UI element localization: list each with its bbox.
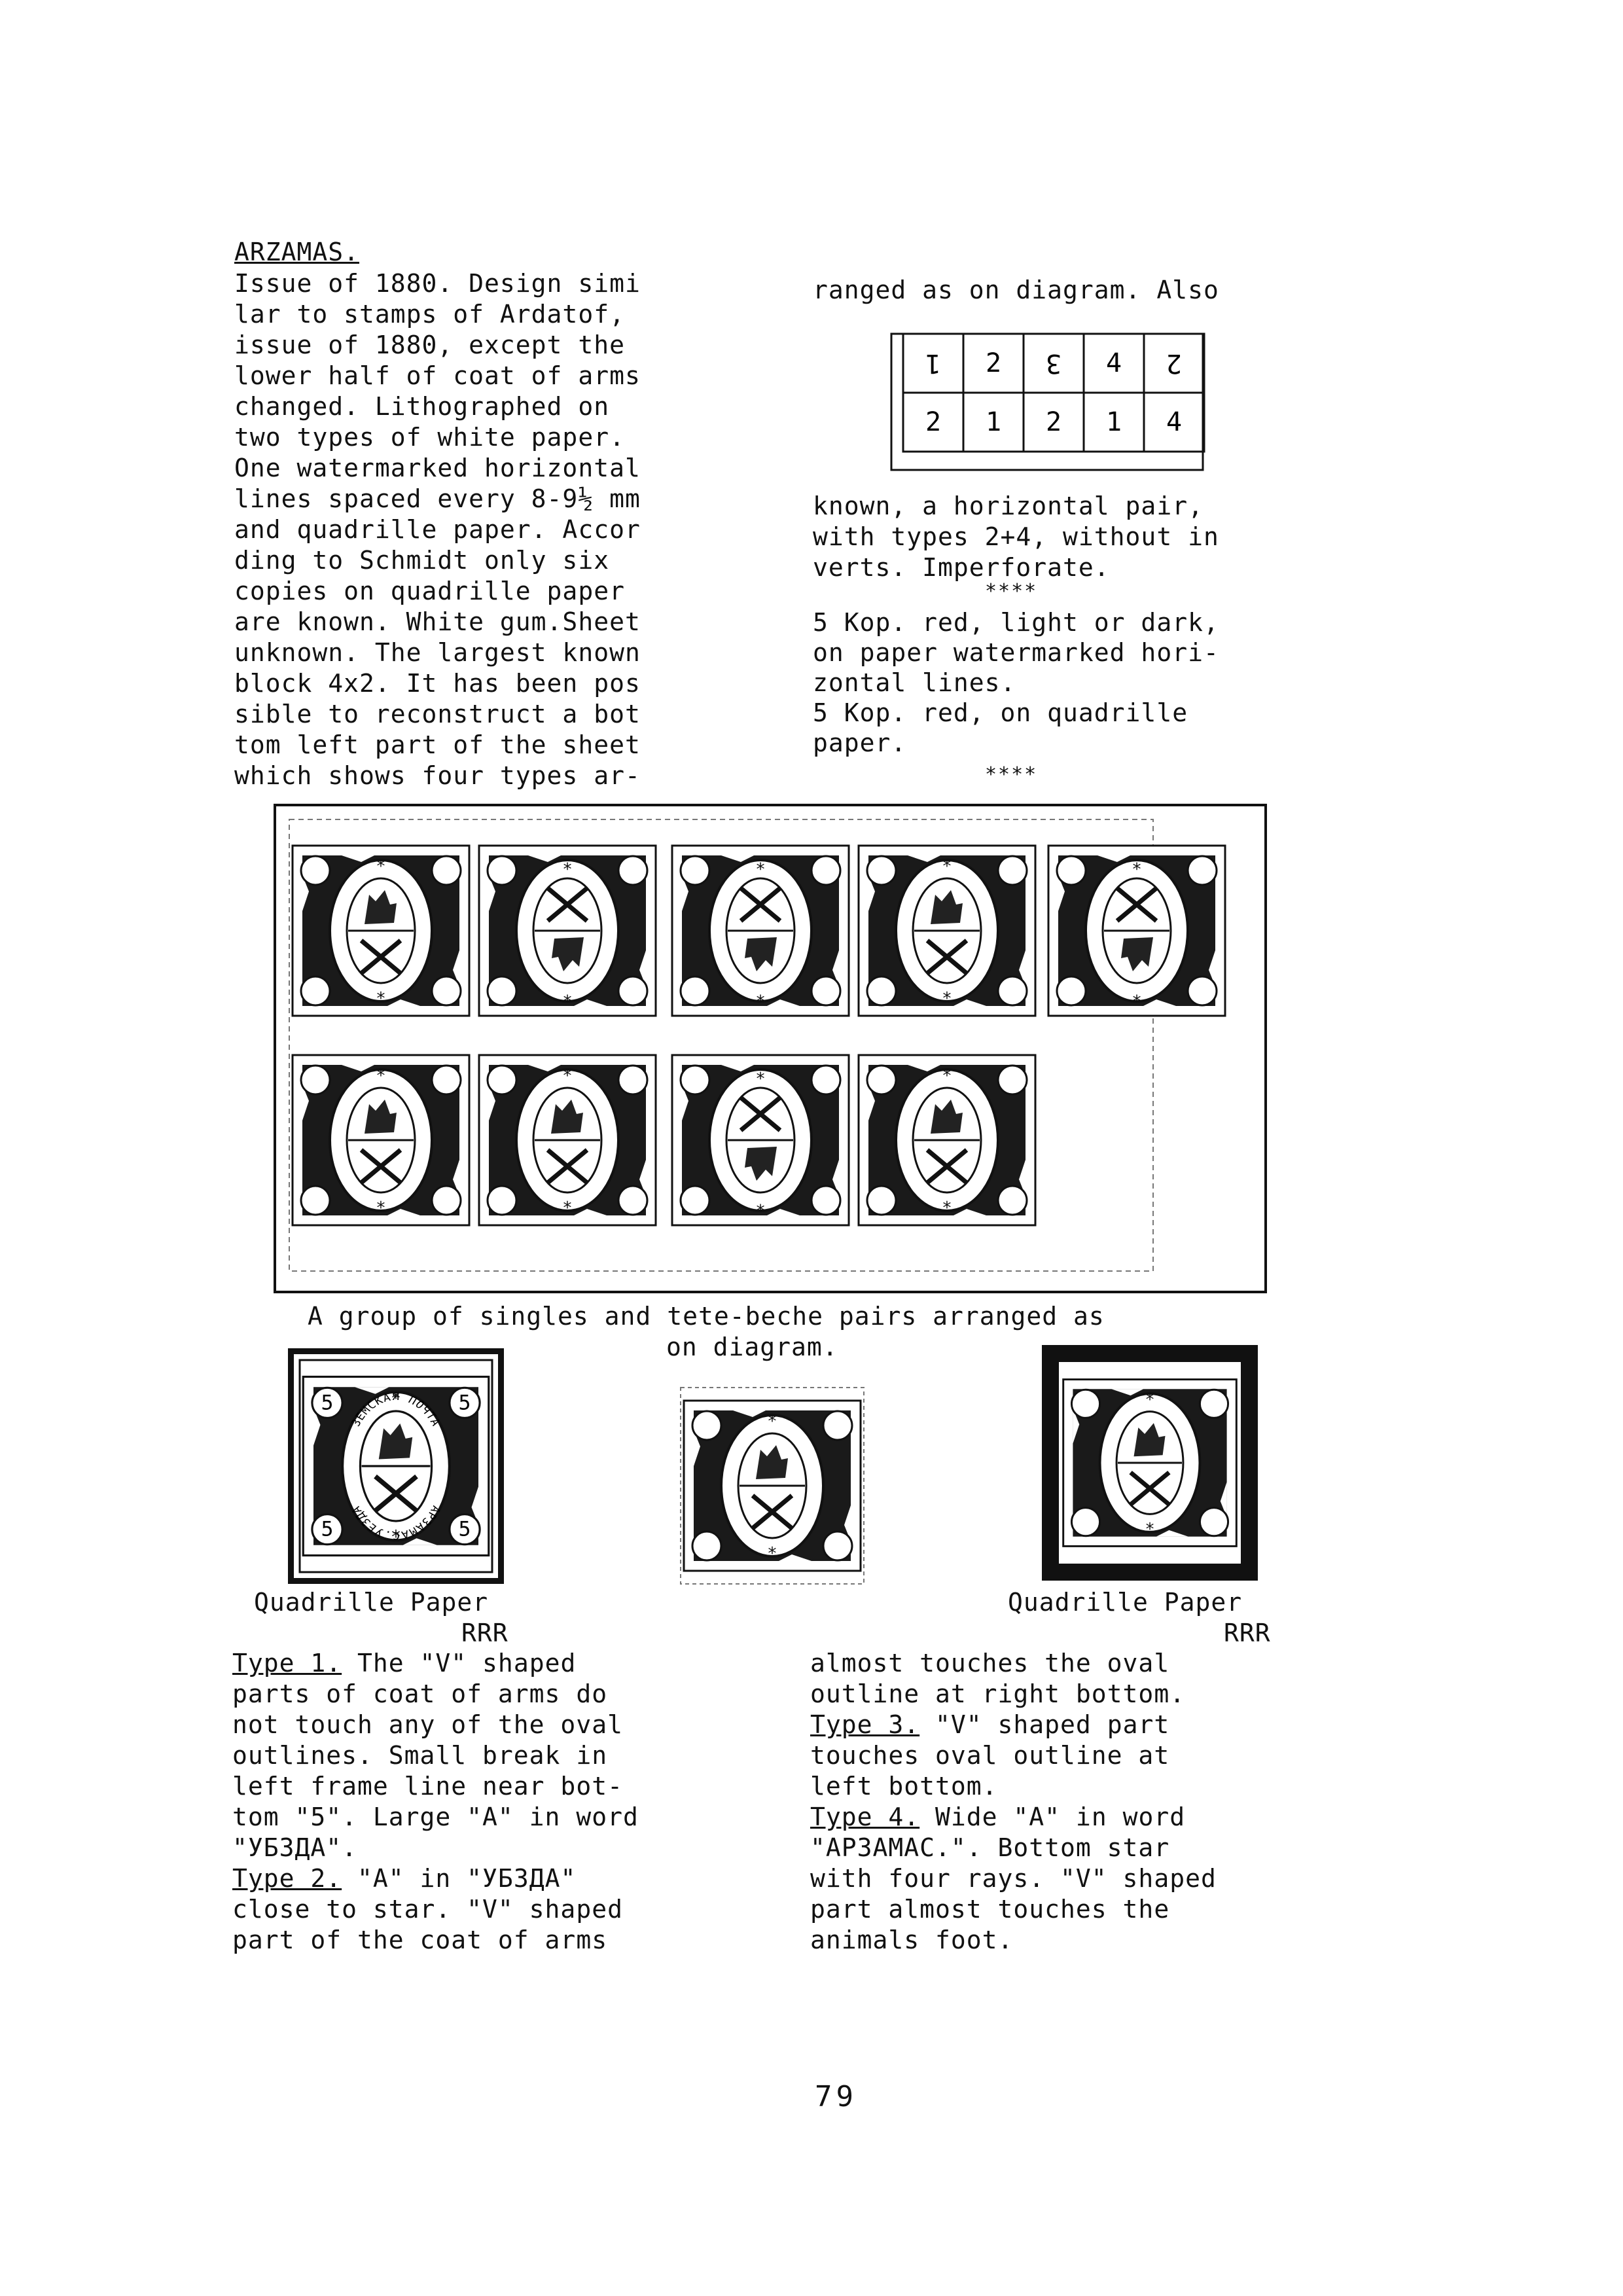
left-column-line: which shows four types ar-	[234, 761, 641, 790]
group-stamp	[1048, 846, 1225, 1016]
listing-line: on paper watermarked hori-	[813, 638, 1219, 667]
stamp-denomination: 5	[458, 1517, 471, 1541]
right-column-line: known, a horizontal pair,	[813, 492, 1204, 520]
type-label: Type 2.	[232, 1864, 342, 1893]
type-text: tom "5". Large "A" in word	[232, 1803, 639, 1831]
stamp-center	[674, 1381, 870, 1590]
left-column-line: and quadrille paper. Accor	[234, 515, 641, 544]
group-caption-line-2: on diagram.	[666, 1333, 838, 1361]
type-description-line	[810, 1894, 1169, 1925]
diagram-cell-number: 2	[925, 407, 942, 437]
type-description-line	[810, 1833, 1169, 1863]
stamp-upper-arc: ЗЕМСКАЯ ПОЧТА	[349, 1391, 443, 1429]
type-description-line	[810, 1802, 1185, 1833]
type-description-line	[232, 1648, 576, 1679]
type-text: close to star. "V" shaped	[232, 1895, 623, 1924]
diagram-cell-number: 2	[1166, 348, 1183, 378]
listing-line: 5 Kop. red, on quadrille	[813, 698, 1188, 727]
type-description-line	[232, 1710, 623, 1740]
stamp-denomination: 5	[458, 1391, 471, 1415]
diagram-cell-number: 1	[925, 348, 942, 378]
stamp-group-image	[274, 804, 1267, 1293]
left-column-line: unknown. The largest known	[234, 638, 641, 667]
type-description-line	[810, 1710, 1169, 1740]
stamp-lower-arc: АРЗАМАС.УЕЗДА	[349, 1503, 443, 1541]
sheet-diagram	[890, 321, 1230, 478]
group-stamp	[479, 1055, 656, 1225]
type-text: part almost touches the	[810, 1895, 1170, 1924]
left-column-line: ding to Schmidt only six	[234, 546, 610, 575]
left-column-line: two types of white paper.	[234, 423, 625, 452]
type-text: "V" shaped part	[919, 1710, 1170, 1739]
right-column-line: with types 2+4, without in	[813, 522, 1219, 551]
caption-right-line-1: Quadrille Paper	[1008, 1588, 1243, 1617]
type-description-line	[232, 1833, 357, 1863]
type-text: The "V" shaped	[342, 1649, 577, 1677]
separator-stars: ****	[985, 763, 1038, 786]
left-column-line: One watermarked horizontal	[234, 454, 641, 482]
stamp-quadrille-right	[1042, 1345, 1258, 1581]
type-text: "A" in "УБЗДА"	[342, 1864, 577, 1893]
left-column-line: issue of 1880, except the	[234, 331, 625, 359]
type-text: Wide "A" in word	[919, 1803, 1186, 1831]
page-number: 79	[815, 2080, 857, 2113]
type-text: left frame line near bot-	[232, 1772, 623, 1801]
left-column-line: Issue of 1880. Design simi	[234, 269, 641, 298]
left-column-line: tom left part of the sheet	[234, 730, 641, 759]
left-column-line: lower half of coat of arms	[234, 361, 641, 390]
type-description-line	[810, 1679, 1185, 1710]
diagram-cell-number: 2	[1045, 407, 1062, 437]
type-description-line	[232, 1925, 607, 1956]
group-stamp	[293, 1055, 469, 1225]
type-text: not touch any of the oval	[232, 1710, 623, 1739]
listing-line: zontal lines.	[813, 668, 1016, 697]
diagram-cell-number: 4	[1105, 348, 1122, 378]
type-text: with four rays. "V" shaped	[810, 1864, 1217, 1893]
type-text: "АРЗАМАС.". Bottom star	[810, 1833, 1170, 1862]
group-stamp	[293, 846, 469, 1016]
stamp-denomination: 5	[321, 1391, 334, 1415]
type-text: left bottom.	[810, 1772, 998, 1801]
group-caption-line-1: A group of singles and tete-beche pairs arranged as	[308, 1302, 1105, 1331]
section-heading: ARZAMAS.	[234, 238, 360, 266]
type-description-line	[810, 1648, 1169, 1679]
right-column-intro: ranged as on diagram. Also	[813, 276, 1219, 304]
right-column-line: verts. Imperforate.	[813, 553, 1110, 582]
type-description-line	[232, 1863, 576, 1894]
left-column-line: sible to reconstruct a bot	[234, 700, 641, 728]
type-description-line	[232, 1802, 639, 1833]
type-description-line	[810, 1771, 998, 1802]
diagram-cell-number: 3	[1045, 348, 1062, 378]
caption-left-line-1: Quadrille Paper	[254, 1588, 489, 1617]
type-description-line	[810, 1925, 1013, 1956]
caption-left-line-2: RRR	[461, 1619, 508, 1647]
type-description-line	[810, 1740, 1169, 1771]
type-text: touches oval outline at	[810, 1741, 1170, 1770]
type-text: part of the coat of arms	[232, 1926, 608, 1954]
type-description-line	[232, 1771, 623, 1802]
type-label: Type 4.	[810, 1803, 920, 1831]
left-column-line: block 4x2. It has been pos	[234, 669, 641, 698]
listing-line: paper.	[813, 728, 907, 757]
type-description-line	[232, 1679, 607, 1710]
left-column-line: lar to stamps of Ardatof,	[234, 300, 625, 329]
caption-right-line-2: RRR	[1224, 1619, 1271, 1647]
type-text: outline at right bottom.	[810, 1679, 1186, 1708]
diagram-cell-number: 1	[1105, 407, 1122, 437]
left-column-line: copies on quadrille paper	[234, 577, 625, 605]
left-column-line: changed. Lithographed on	[234, 392, 610, 421]
left-column-line: are known. White gum.Sheet	[234, 607, 641, 636]
type-description-line	[810, 1863, 1217, 1894]
type-label: Type 1.	[232, 1649, 342, 1677]
left-column-line: lines spaced every 8-9½ mm	[234, 484, 641, 513]
type-description-line	[232, 1740, 607, 1771]
group-stamp	[479, 846, 656, 1016]
group-stamp	[859, 1055, 1035, 1225]
group-stamp	[672, 846, 849, 1016]
type-text: "УБЗДА".	[232, 1833, 358, 1862]
stamp-group-svg	[276, 806, 1264, 1291]
type-text: parts of coat of arms do	[232, 1679, 608, 1708]
type-description-line	[232, 1894, 623, 1925]
separator-stars: ****	[985, 580, 1038, 603]
listing-line: 5 Kop. red, light or dark,	[813, 608, 1219, 637]
type-label: Type 3.	[810, 1710, 920, 1739]
type-text: almost touches the oval	[810, 1649, 1170, 1677]
group-stamp	[672, 1055, 849, 1225]
stamp-denomination: 5	[321, 1517, 334, 1541]
stamp-quadrille-left	[288, 1348, 504, 1584]
diagram-cell-number: 2	[985, 348, 1002, 378]
type-text: outlines. Small break in	[232, 1741, 608, 1770]
group-stamp	[859, 846, 1035, 1016]
type-text: animals foot.	[810, 1926, 1014, 1954]
diagram-cell-number: 4	[1166, 407, 1183, 437]
diagram-cell-number: 1	[985, 407, 1002, 437]
